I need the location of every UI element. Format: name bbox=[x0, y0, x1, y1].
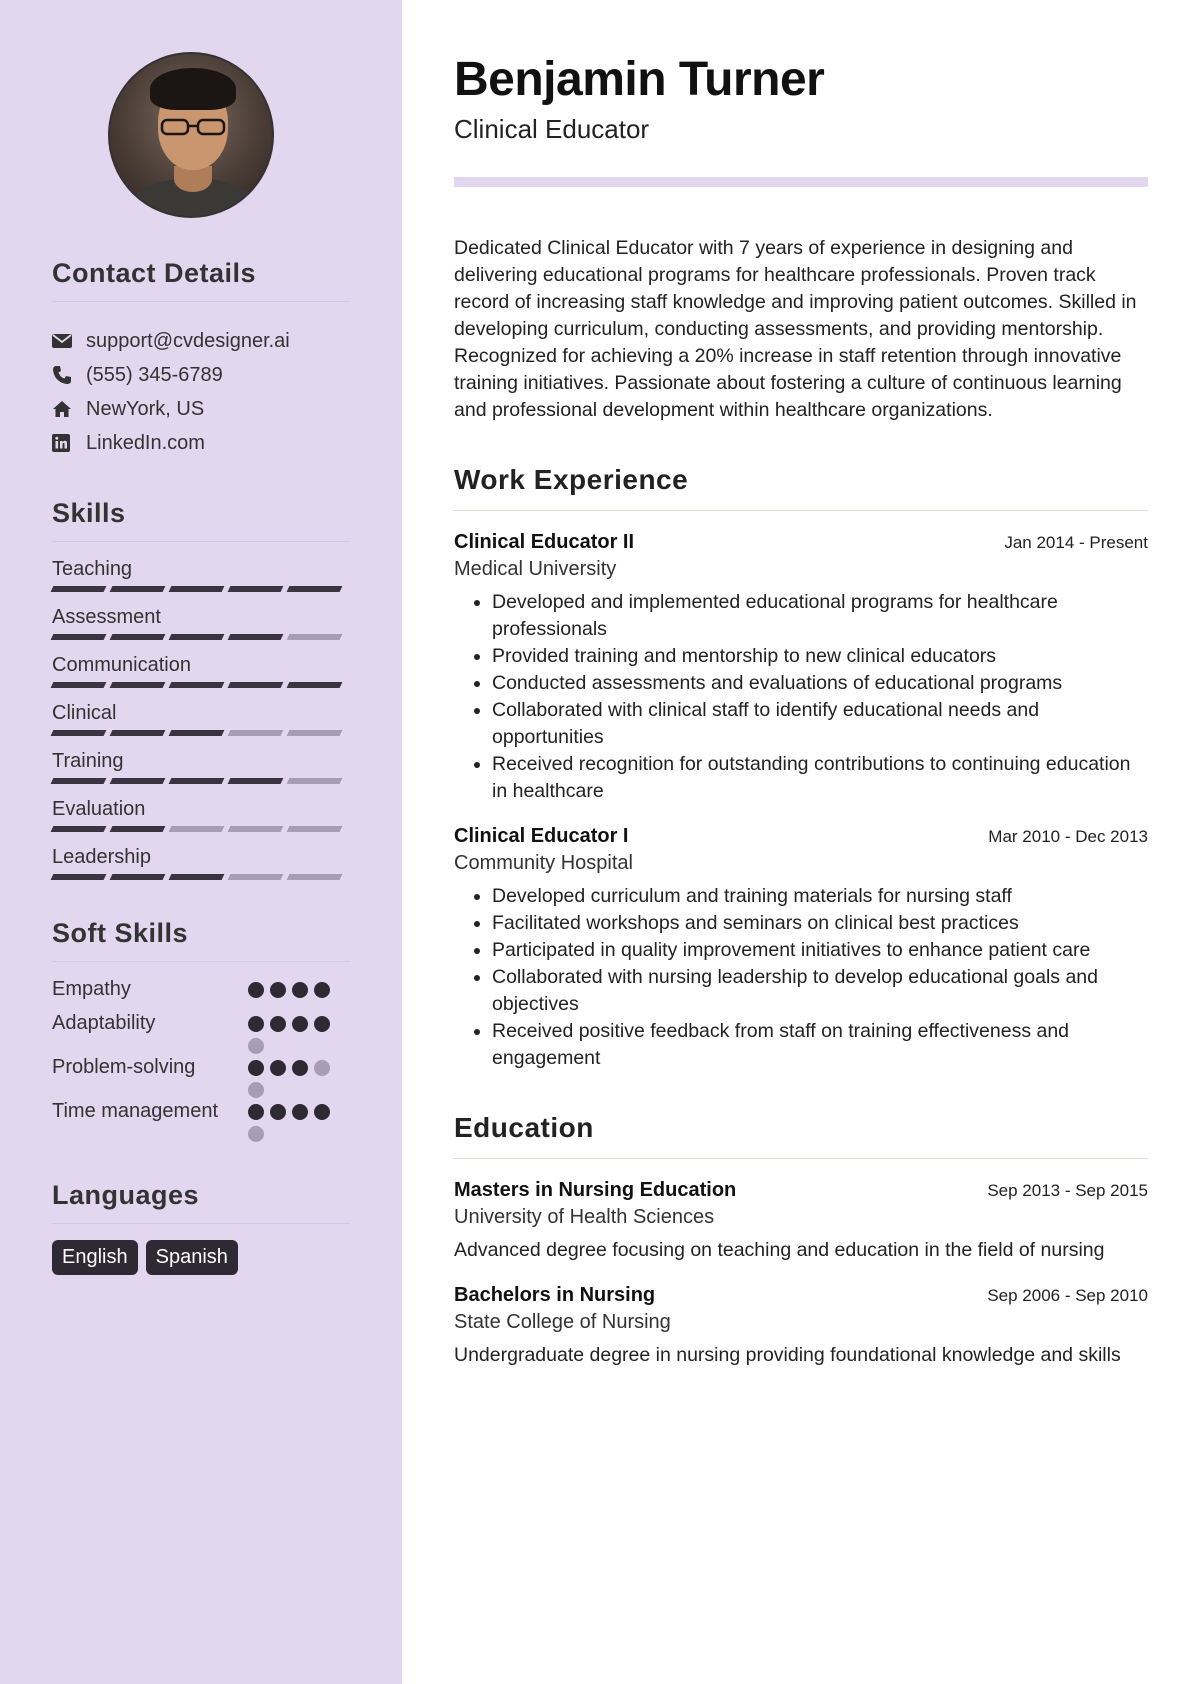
job-bullet: • Facilitated workshops and seminars on clinical best practices bbox=[492, 910, 1148, 937]
home-icon bbox=[52, 400, 86, 418]
rating-dot bbox=[248, 982, 264, 998]
rating-dot bbox=[248, 1038, 264, 1054]
soft-skill-name: Adaptability bbox=[52, 1012, 156, 1034]
linkedin-icon bbox=[52, 434, 86, 452]
skill-level-segment bbox=[169, 586, 225, 592]
rating-dot bbox=[314, 1104, 330, 1120]
degree-title: Masters in Nursing Education bbox=[454, 1179, 737, 1201]
rating-dot bbox=[270, 1060, 286, 1076]
education-date: Sep 2013 - Sep 2015 bbox=[987, 1181, 1148, 1200]
language-tags bbox=[52, 1240, 350, 1275]
skill-name: Teaching bbox=[52, 558, 133, 580]
skill-level-segment bbox=[110, 634, 166, 640]
glasses-icon bbox=[160, 118, 226, 136]
skill-level-segment bbox=[51, 586, 107, 592]
skill-row bbox=[52, 606, 350, 640]
skill-name: Communication bbox=[52, 654, 191, 676]
education-date: Sep 2006 - Sep 2010 bbox=[987, 1286, 1148, 1305]
skill-level-segment bbox=[287, 634, 343, 640]
skill-list bbox=[52, 558, 350, 880]
skill-level-segment bbox=[169, 634, 225, 640]
education-heading: Education bbox=[454, 1112, 1148, 1159]
education-description: Undergraduate degree in nursing providing foundational knowledge and skills bbox=[454, 1344, 1121, 1366]
envelope-icon bbox=[52, 333, 86, 349]
soft-skill-rating bbox=[248, 1054, 340, 1098]
skill-level-segment bbox=[110, 826, 166, 832]
skill-level-segment bbox=[169, 826, 225, 832]
school-name: State College of Nursing bbox=[454, 1311, 671, 1333]
language-tag: Spanish bbox=[146, 1240, 238, 1275]
job-bullet: • Collaborated with clinical staff to identify educational needs and opportunities bbox=[492, 697, 1148, 751]
contact-email[interactable] bbox=[52, 324, 350, 358]
rating-dot bbox=[270, 1016, 286, 1032]
skill-level-segment bbox=[287, 730, 343, 736]
skill-level-bar bbox=[52, 826, 350, 832]
contact-phone-text: (555) 345-6789 bbox=[86, 363, 223, 386]
work-experience-section bbox=[454, 464, 1148, 1072]
rating-dot bbox=[292, 1060, 308, 1076]
rating-dot bbox=[248, 1126, 264, 1142]
contact-location-text: NewYork, US bbox=[86, 397, 205, 420]
rating-dot bbox=[292, 1016, 308, 1032]
job-entry bbox=[454, 825, 1148, 1072]
skills-section bbox=[52, 498, 350, 880]
skill-level-segment bbox=[169, 778, 225, 784]
skill-level-segment bbox=[51, 682, 107, 688]
job-employer: Medical University bbox=[454, 558, 617, 580]
skill-level-segment bbox=[110, 874, 166, 880]
contact-list bbox=[52, 324, 350, 460]
job-entry bbox=[454, 531, 1148, 805]
rating-dot bbox=[314, 982, 330, 998]
soft-skill-row bbox=[52, 976, 350, 1010]
contact-email-text: support@cvdesigner.ai bbox=[86, 329, 290, 352]
job-bullets bbox=[454, 589, 1148, 805]
skill-level-segment bbox=[287, 682, 343, 688]
skill-level-segment bbox=[287, 778, 343, 784]
job-employer: Community Hospital bbox=[454, 852, 633, 874]
skill-level-segment bbox=[110, 682, 166, 688]
job-bullet: • Conducted assessments and evaluations of educational programs bbox=[492, 670, 1148, 697]
skill-level-segment bbox=[110, 586, 166, 592]
contact-location bbox=[52, 392, 350, 426]
skill-level-segment bbox=[228, 778, 284, 784]
skill-level-segment bbox=[228, 826, 284, 832]
main-content bbox=[454, 0, 1148, 1369]
skill-level-segment bbox=[51, 634, 107, 640]
job-date: Jan 2014 - Present bbox=[1004, 533, 1148, 552]
job-title: Clinical Educator I bbox=[454, 825, 629, 847]
skill-name: Clinical bbox=[52, 702, 117, 724]
soft-skill-list bbox=[52, 976, 350, 1142]
job-bullets bbox=[454, 883, 1148, 1072]
candidate-role: Clinical Educator bbox=[454, 114, 650, 144]
contact-section bbox=[52, 258, 350, 460]
skill-level-segment bbox=[228, 682, 284, 688]
job-bullet: • Collaborated with nursing leadership to develop educational goals and objectives bbox=[492, 964, 1148, 1018]
language-tag: English bbox=[52, 1240, 138, 1275]
languages-section bbox=[52, 1180, 350, 1275]
education-section bbox=[454, 1112, 1148, 1369]
rating-dot bbox=[248, 1016, 264, 1032]
skill-name: Assessment bbox=[52, 606, 161, 628]
job-bullet: • Received recognition for outstanding contributions to continuing education in healthcare bbox=[492, 751, 1148, 805]
skill-level-bar bbox=[52, 730, 350, 736]
soft-skill-rating bbox=[248, 1010, 340, 1054]
soft-skill-name: Empathy bbox=[52, 978, 131, 1000]
soft-skill-name: Time management bbox=[52, 1100, 218, 1122]
skill-row bbox=[52, 798, 350, 832]
degree-title: Bachelors in Nursing bbox=[454, 1284, 656, 1306]
skill-level-bar bbox=[52, 682, 350, 688]
skill-level-segment bbox=[228, 586, 284, 592]
job-bullet: • Received positive feedback from staff on training effectiveness and engagement bbox=[492, 1018, 1148, 1072]
soft-skills-section bbox=[52, 918, 350, 1142]
education-entry bbox=[454, 1284, 1148, 1369]
contact-linkedin[interactable] bbox=[52, 426, 350, 460]
skill-row bbox=[52, 558, 350, 592]
skill-level-segment bbox=[51, 730, 107, 736]
skill-row bbox=[52, 702, 350, 736]
work-heading: Work Experience bbox=[454, 464, 1148, 511]
soft-skill-rating bbox=[248, 976, 340, 998]
soft-skill-row bbox=[52, 1054, 350, 1098]
skill-row bbox=[52, 750, 350, 784]
school-name: University of Health Sciences bbox=[454, 1206, 715, 1228]
contact-phone[interactable] bbox=[52, 358, 350, 392]
rating-dot bbox=[248, 1082, 264, 1098]
job-date: Mar 2010 - Dec 2013 bbox=[988, 827, 1148, 846]
soft-skill-rating bbox=[248, 1098, 340, 1142]
soft-skill-name: Problem-solving bbox=[52, 1056, 196, 1078]
rating-dot bbox=[270, 982, 286, 998]
accent-divider bbox=[454, 177, 1148, 187]
skill-level-bar bbox=[52, 874, 350, 880]
sidebar bbox=[0, 0, 402, 1684]
skill-level-segment bbox=[110, 778, 166, 784]
languages-heading: Languages bbox=[52, 1180, 350, 1224]
skill-row bbox=[52, 654, 350, 688]
skill-level-bar bbox=[52, 634, 350, 640]
skill-level-segment bbox=[51, 826, 107, 832]
rating-dot bbox=[248, 1060, 264, 1076]
skill-level-segment bbox=[228, 874, 284, 880]
skill-level-segment bbox=[169, 730, 225, 736]
skill-level-bar bbox=[52, 778, 350, 784]
soft-skill-row bbox=[52, 1010, 350, 1054]
skills-heading: Skills bbox=[52, 498, 350, 542]
skill-name: Evaluation bbox=[52, 798, 146, 820]
skill-level-segment bbox=[169, 682, 225, 688]
job-bullet: • Developed and implemented educational programs for healthcare professionals bbox=[492, 589, 1148, 643]
soft-skills-heading: Soft Skills bbox=[52, 918, 350, 962]
skill-level-bar bbox=[52, 586, 350, 592]
job-bullet: • Developed curriculum and training materials for nursing staff bbox=[492, 883, 1148, 910]
phone-icon bbox=[52, 365, 86, 385]
skill-level-segment bbox=[51, 874, 107, 880]
education-entry bbox=[454, 1179, 1148, 1264]
candidate-name: Benjamin Turner bbox=[454, 53, 825, 106]
skill-level-segment bbox=[228, 634, 284, 640]
skill-level-segment bbox=[228, 730, 284, 736]
skill-name: Leadership bbox=[52, 846, 151, 868]
rating-dot bbox=[270, 1104, 286, 1120]
avatar-hair bbox=[150, 68, 236, 110]
skill-level-segment bbox=[287, 586, 343, 592]
job-bullet: • Provided training and mentorship to new clinical educators bbox=[492, 643, 1148, 670]
contact-heading: Contact Details bbox=[52, 258, 350, 302]
rating-dot bbox=[292, 1104, 308, 1120]
profile-summary: Dedicated Clinical Educator with 7 years of experience in designing and delivering educational programs for healthcare professionals. Proven track record of increasing staff knowledge and improving patient outcomes. Skilled in developing curriculum, conducting assessments, and providing mentorship. Recognized for achieving a 20% increase in staff retention through innovative training initiatives. Passionate about fostering a culture of continuous learning and professional development within healthcare organizations. bbox=[454, 237, 1137, 421]
avatar bbox=[108, 52, 274, 218]
contact-linkedin-text: LinkedIn.com bbox=[86, 431, 205, 454]
skill-level-segment bbox=[287, 826, 343, 832]
rating-dot bbox=[314, 1060, 330, 1076]
skill-level-segment bbox=[51, 778, 107, 784]
job-bullet: • Participated in quality improvement initiatives to enhance patient care bbox=[492, 937, 1148, 964]
rating-dot bbox=[314, 1016, 330, 1032]
skill-level-segment bbox=[287, 874, 343, 880]
skill-level-segment bbox=[169, 874, 225, 880]
skill-level-segment bbox=[110, 730, 166, 736]
rating-dot bbox=[292, 982, 308, 998]
skill-row bbox=[52, 846, 350, 880]
education-description: Advanced degree focusing on teaching and education in the field of nursing bbox=[454, 1239, 1105, 1261]
job-title: Clinical Educator II bbox=[454, 531, 635, 553]
rating-dot bbox=[248, 1104, 264, 1120]
skill-name: Training bbox=[52, 750, 124, 772]
soft-skill-row bbox=[52, 1098, 350, 1142]
